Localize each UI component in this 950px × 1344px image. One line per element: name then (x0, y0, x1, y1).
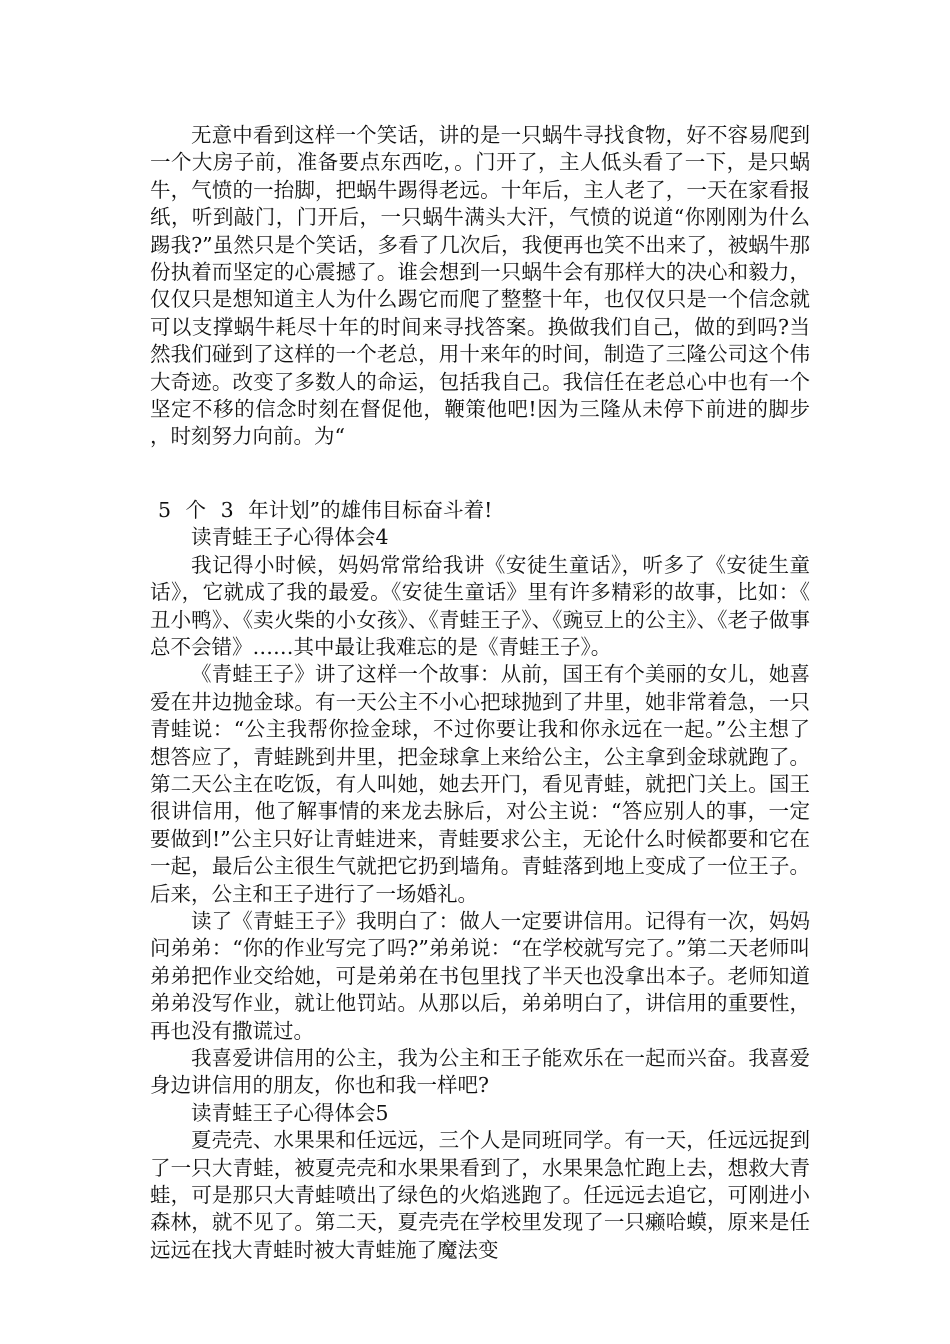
document-body (150, 122, 810, 1264)
section-heading-5: 读青蛙王子心得体会5 (191, 1100, 389, 1125)
paragraph-snail-story: 无意中看到这样一个笑话，讲的是一只蜗牛寻找食物，好不容易爬到一个大房子前，准备要点东西吃，。门开了，主人低头看了一下，是只蜗牛，气愤的一抬脚，把蜗牛踢得老远。十年后，主人老了，一天在家看报纸，听到敲门，门开后，一只蜗牛满头大汗，气愤的说道“你刚刚为什么踢我?”虽然只是个笑话，多看了几次后，我便再也笑不出来了，被蜗牛那份执着而坚定的心震撼了。谁会想到一只蜗牛会有那样大的决心和毅力，仅仅只是想知道主人为什么踢它而爬了整整十年，也仅仅只是一个信念就可以支撑蜗牛耗尽十年的时间来寻找答案。换做我们自己，做的到吗?当然我们碰到了这样的一个老总，用十来年的时间，制造了三隆公司这个伟大奇迹。改变了多数人的命运，包括我自己。我信任在老总心中也有一个坚定不移的信念时刻在督促他，鞭策他吧!因为三隆从未停下前进的脚步，时刻努力向前。为“ (150, 123, 810, 449)
section-heading-4: 读青蛙王子心得体会4 (191, 525, 389, 550)
paragraph-gap (150, 451, 810, 497)
paragraph-frog-prince-story: 《青蛙王子》讲了这样一个故事：从前，国王有个美丽的女儿，她喜爱在井边抛金球。有一天公主不小心把球抛到了井里，她非常着急，一只青蛙说：“公主我帮你捡金球，不过你要让我和你永远在一起。”公主想了想答应了，青蛙跳到井里，把金球拿上来给公主，公主拿到金球就跑了。第二天公主在吃饭，有人叫她，她去开门，看见青蛙，就把门关上。国王很讲信用，他了解事情的来龙去脉后，对公主说：“答应别人的事，一定要做到!”公主只好让青蛙进来，青蛙要求公主，无论什么时候都要和它在一起，最后公主很生气就把它扔到墙角。青蛙落到地上变成了一位王子。后来，公主和王子进行了一场婚礼。 (150, 662, 810, 906)
paragraph-continuation: 5 个 3 年计划”的雄伟目标奋斗着! (158, 497, 493, 522)
paragraph-conclusion: 我喜爱讲信用的公主，我为公主和王子能欢乐在一起而兴奋。我喜爱身边讲信用的朋友，你也和我一样吧? (150, 1046, 810, 1098)
paragraph-childhood: 我记得小时候，妈妈常常给我讲《安徒生童话》，听多了《安徒生童话》，它就成了我的最爱。《安徒生童话》里有许多精彩的故事，比如：《丑小鸭》、《卖火柴的小女孩》、《青蛙王子》、《豌豆上的公主》、《老子做事总不会错》……其中最让我难忘的是《青蛙王子》。 (150, 552, 810, 659)
paragraph-classmates: 夏壳壳、水果果和任远远，三个人是同班同学。有一天，任远远捉到了一只大青蛙，被夏壳壳和水果果看到了，水果果急忙跑上去，想救大青蛙，可是那只大青蛙喷出了绿色的火焰逃跑了。任远远去追它，可刚进小森林，就不见了。第二天，夏壳壳在学校里发现了一只癞哈蟆，原来是任远远在找大青蛙时被大青蛙施了魔法变 (150, 1128, 810, 1262)
paragraph-lesson: 读了《青蛙王子》我明白了：做人一定要讲信用。记得有一次，妈妈问弟弟：“你的作业写完了吗?”弟弟说：“在学校就写完了。”第二天老师叫弟弟把作业交给她，可是弟弟在书包里找了半天也没拿出本子。老师知道弟弟没写作业，就让他罚站。从那以后，弟弟明白了，讲信用的重要性，再也没有撒谎过。 (150, 908, 810, 1043)
